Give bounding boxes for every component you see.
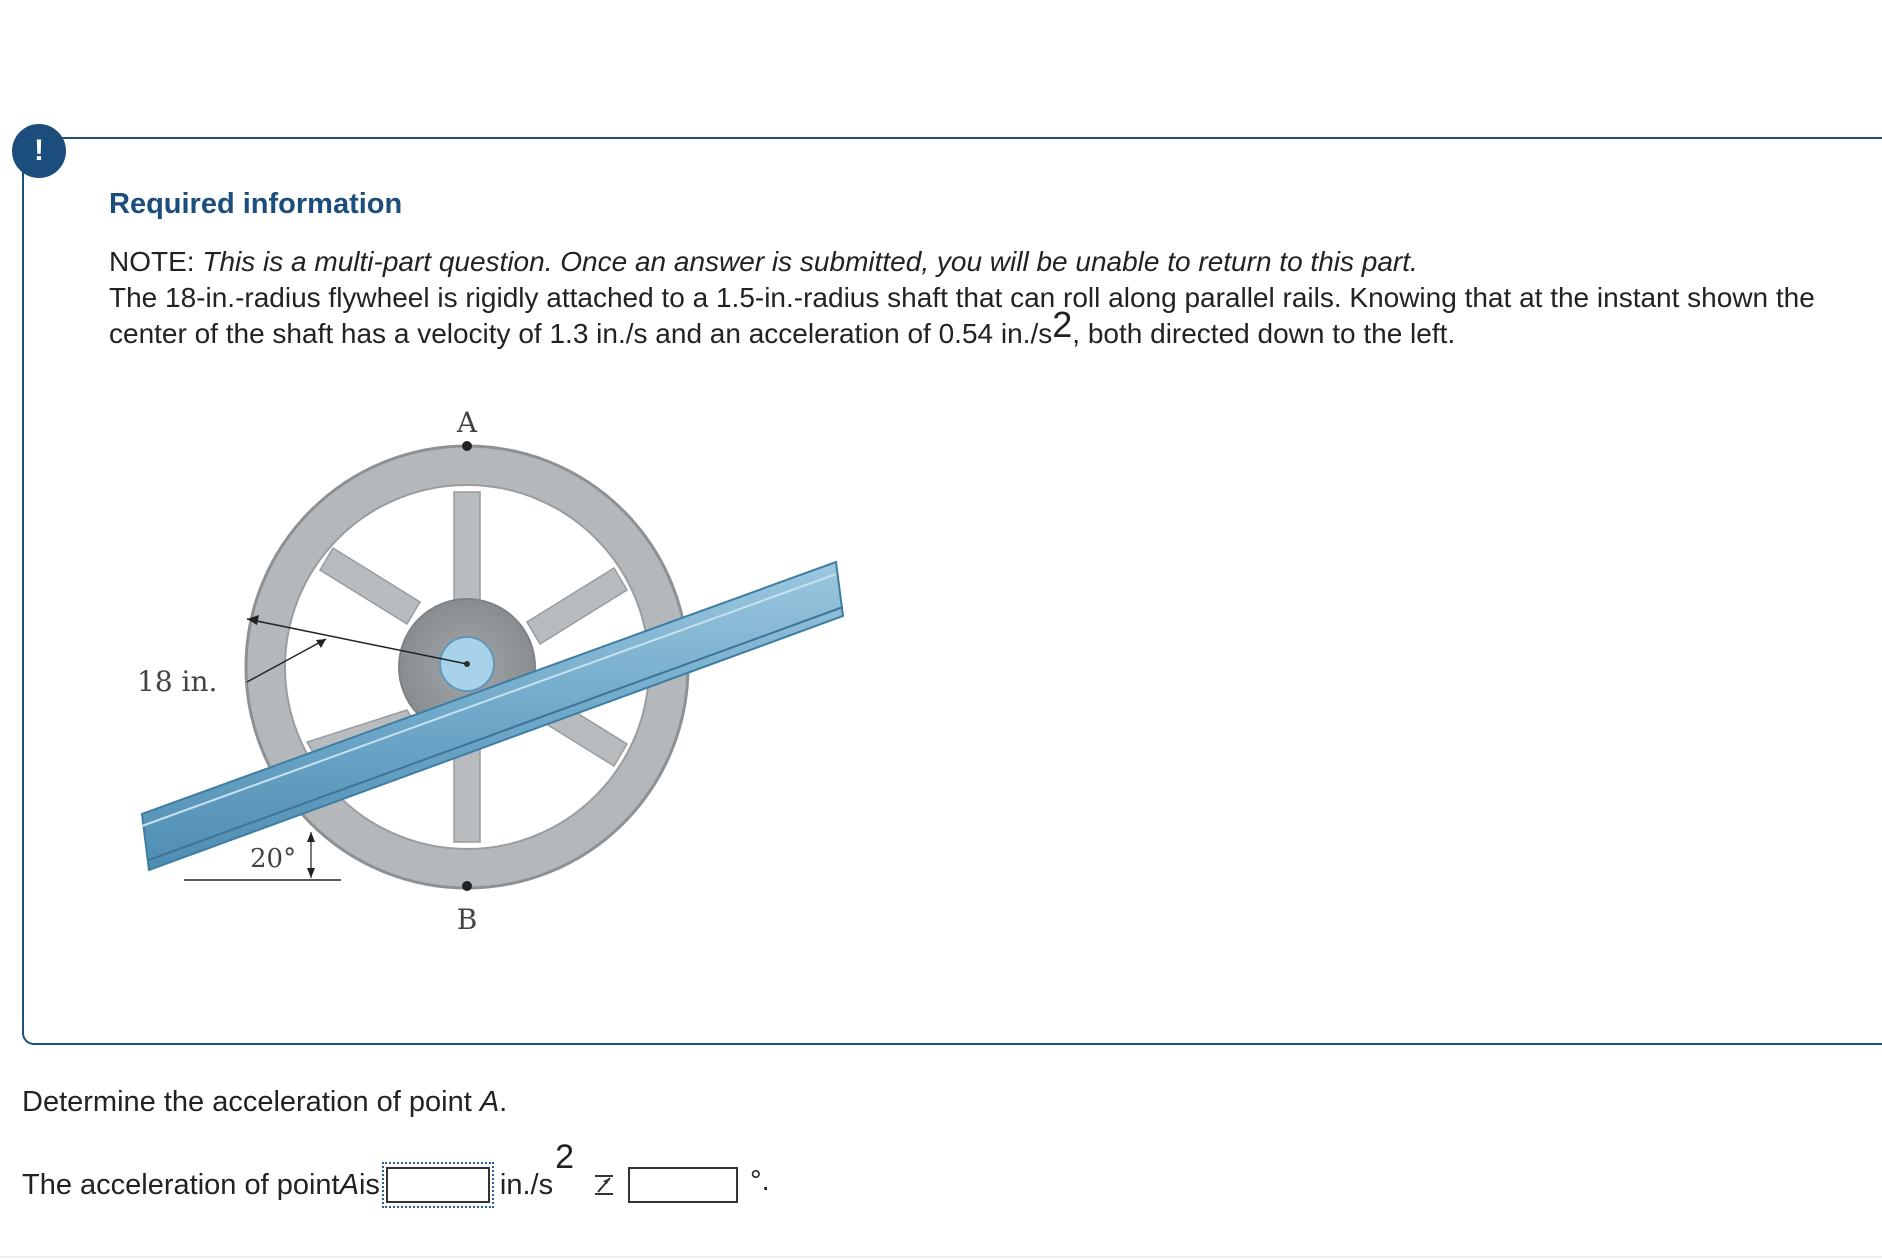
question-prompt	[22, 1086, 507, 1119]
acceleration-angle-input[interactable]	[628, 1167, 738, 1203]
note-text: This is a multi-part question. Once an answer is submitted, you will be unable to return to this part.	[202, 246, 1418, 277]
label-b: B	[456, 903, 478, 936]
units-text: in./s	[499, 1168, 554, 1201]
answer-row	[22, 1137, 770, 1210]
problem-exponent: 2	[1052, 304, 1073, 345]
required-information-title: Required information	[109, 188, 403, 220]
degree-suffix: °.	[750, 1164, 770, 1197]
answer-prefix: The acceleration of point	[22, 1168, 340, 1201]
question-text: Determine the acceleration of point	[22, 1086, 480, 1118]
problem-text: The 18-in.-radius flywheel is rigidly attached to a 1.5-in.-radius shaft that can roll along parallel rails. Knowing that at the instant shown the center of the shaft has a velocity of 1.3 in./s and an acceleration of 0.54 in./s	[109, 282, 1815, 349]
label-a: A	[456, 406, 478, 439]
bottom-divider	[0, 1256, 1882, 1258]
angle-direction-icon	[592, 1173, 616, 1197]
question-period: .	[499, 1086, 508, 1118]
angle-label: 20°	[250, 844, 297, 874]
radius-label: 18 in.	[137, 665, 218, 698]
alert-icon: !	[12, 124, 66, 178]
answer-is: is	[358, 1168, 380, 1201]
note-label: NOTE:	[109, 246, 203, 277]
problem-text-end: , both directed down to the left.	[1072, 318, 1456, 349]
question-point: A	[479, 1086, 500, 1118]
problem-statement	[109, 244, 1829, 352]
point-b-marker	[462, 881, 472, 891]
point-a-marker	[462, 441, 472, 451]
answer-point: A	[339, 1168, 359, 1201]
units-label: in./s $^2$	[499, 1137, 574, 1201]
magnitude-input-wrapper	[382, 1162, 494, 1208]
flywheel-figure	[130, 402, 870, 942]
acceleration-magnitude-input[interactable]	[386, 1167, 490, 1203]
